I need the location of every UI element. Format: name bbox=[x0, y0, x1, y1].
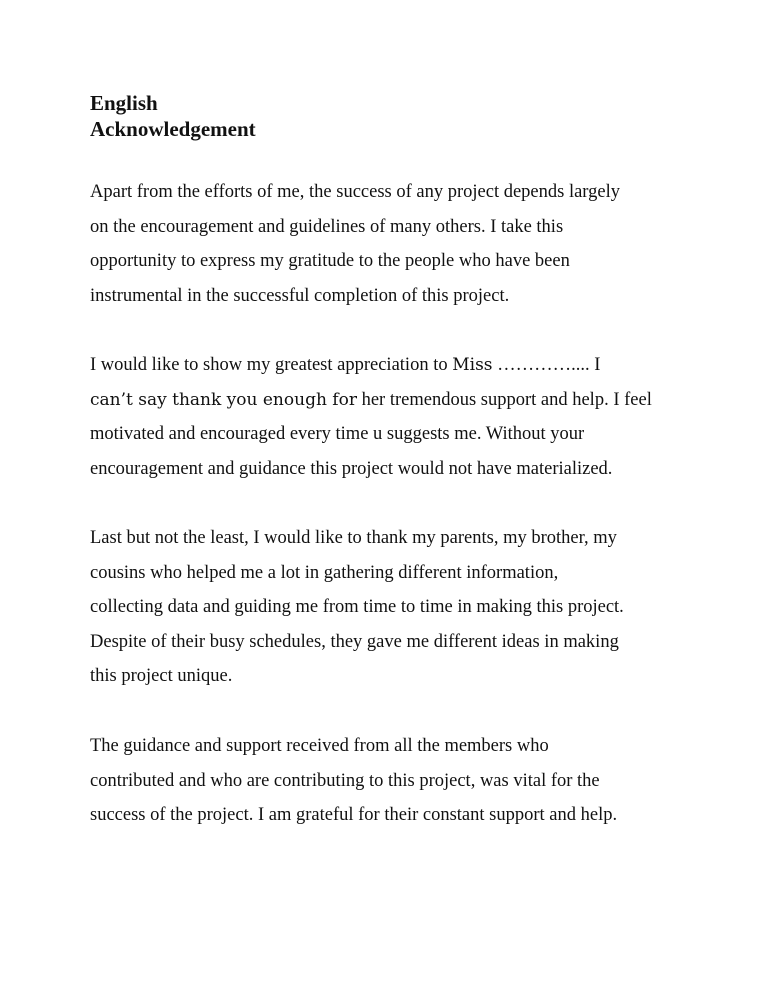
paragraph-line: cousins who helped me a lot in gathering different information, bbox=[90, 562, 559, 583]
paragraph-line: The guidance and support received from all the members who bbox=[90, 736, 549, 756]
name-placeholder-label: Miss bbox=[452, 355, 493, 375]
paragraph-2 bbox=[90, 348, 690, 486]
text-run: her tremendous support and help. I feel bbox=[356, 389, 652, 410]
paragraph-line bbox=[90, 383, 690, 418]
document-heading bbox=[90, 90, 256, 142]
heading-subject: English bbox=[90, 91, 158, 115]
paragraph-line: contributed and who are contributing to this project, was vital for the bbox=[90, 770, 600, 791]
paragraph-line: motivated and encouraged every time u suggests me. Without your bbox=[90, 424, 585, 445]
emphasized-phrase: can’t say thank you enough for bbox=[90, 389, 357, 410]
paragraph-line: this project unique. bbox=[90, 666, 233, 687]
paragraph-line: instrumental in the successful completion of this project. bbox=[90, 285, 510, 306]
paragraph-line: opportunity to express my gratitude to the people who have been bbox=[90, 251, 570, 272]
paragraph-line: collecting data and guiding me from time to time in making this project. bbox=[90, 597, 624, 618]
paragraph-line: Last but not the least, I would like to thank my parents, my brother, my bbox=[90, 528, 617, 548]
paragraph-3 bbox=[90, 521, 690, 694]
text-run: ………….... I bbox=[492, 355, 601, 375]
paragraph-line: Despite of their busy schedules, they gave me different ideas in making bbox=[90, 631, 619, 652]
paragraph-line: success of the project. I am grateful for their constant support and help. bbox=[90, 805, 618, 826]
paragraph-1 bbox=[90, 175, 690, 313]
paragraph-4 bbox=[90, 729, 690, 833]
paragraph-line: encouragement and guidance this project would not have materialized. bbox=[90, 458, 613, 479]
paragraph-line bbox=[90, 348, 690, 383]
text-run: I would like to show my greatest appreciation to bbox=[90, 355, 453, 375]
paragraph-line: on the encouragement and guidelines of many others. I take this bbox=[90, 216, 564, 237]
heading-title: Acknowledgement bbox=[90, 117, 256, 141]
paragraph-line: Apart from the efforts of me, the success of any project depends largely bbox=[90, 182, 620, 202]
